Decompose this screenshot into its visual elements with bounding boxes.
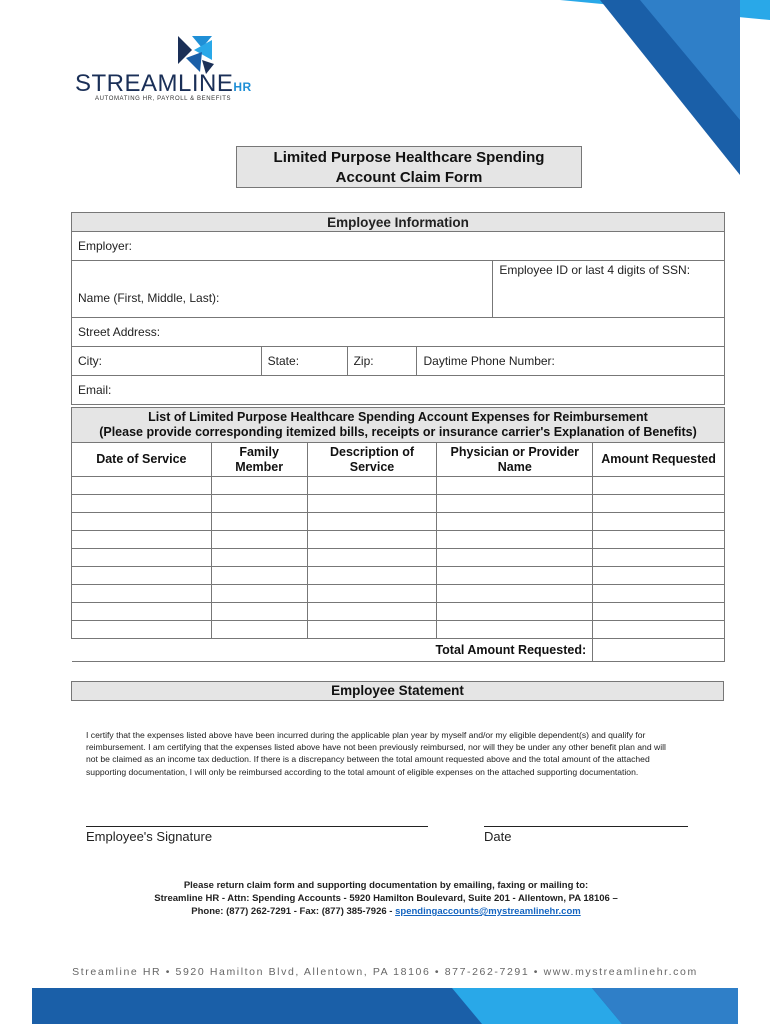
expense-cell-provider[interactable] [437, 531, 593, 549]
expense-cell-provider[interactable] [437, 567, 593, 585]
expense-row [72, 549, 725, 567]
statement-text: I certify that the expenses listed above have been incurred during the applicable plan year by myself and/or my eligible dependent(s) and qualify for reimbursement. I am certifying that the expenses listed above have not been previously reimbursed, nor will they be under any other benefit plan and will not be claimed as an income tax deduction. If there is a discrepancy between the total amount requested above and the total amount of the attached supporting documentation, I will only be reimbursed according to the total amount of eligible expenses on the attached supporting documentation. [86, 730, 666, 777]
name-field[interactable]: Name (First, Middle, Last): [72, 261, 493, 318]
expense-cell-description[interactable] [307, 567, 437, 585]
date-line[interactable] [484, 826, 688, 827]
expense-cell-provider[interactable] [437, 585, 593, 603]
employee-id-field[interactable]: Employee ID or last 4 digits of SSN: [493, 261, 725, 318]
column-header-provider: Physician or Provider Name [437, 443, 593, 477]
expense-cell-date[interactable] [72, 549, 212, 567]
logo-suffix: HR [233, 80, 252, 94]
date-label: Date [484, 829, 512, 844]
expense-cell-amount[interactable] [593, 531, 725, 549]
expense-cell-description[interactable] [307, 531, 437, 549]
expense-row [72, 495, 725, 513]
column-header-date: Date of Service [72, 443, 212, 477]
expense-cell-family-member[interactable] [211, 513, 307, 531]
total-amount-label: Total Amount Requested: [72, 639, 593, 662]
employer-field[interactable]: Employer: [72, 232, 725, 261]
email-field[interactable]: Email: [72, 376, 725, 405]
return-contact: Phone: (877) 262-7291 - Fax: (877) 385-7926 - [191, 906, 396, 917]
expense-cell-date[interactable] [72, 603, 212, 621]
return-line3 [86, 905, 686, 918]
expense-cell-date[interactable] [72, 495, 212, 513]
form-title-line2: Account Claim Form [335, 169, 483, 186]
logo-tagline: AUTOMATING HR, PAYROLL & BENEFITS [95, 96, 232, 102]
expense-row [72, 513, 725, 531]
expense-cell-family-member[interactable] [211, 585, 307, 603]
expense-cell-provider[interactable] [437, 477, 593, 495]
expense-row [72, 621, 725, 639]
signature-line[interactable] [86, 826, 428, 827]
expense-row [72, 585, 725, 603]
return-line2: Streamline HR - Attn: Spending Accounts - 5920 Hamilton Boulevard, Suite 201 - Allentown, PA 18106 – [154, 893, 618, 904]
expense-cell-amount[interactable] [593, 585, 725, 603]
expense-heading [72, 408, 725, 443]
footer-bar [32, 988, 738, 1024]
expense-cell-family-member[interactable] [211, 621, 307, 639]
expense-row [72, 477, 725, 495]
state-field[interactable]: State: [261, 347, 347, 376]
street-address-field[interactable]: Street Address: [72, 318, 725, 347]
column-header-amount: Amount Requested [593, 443, 725, 477]
employee-info-heading: Employee Information [72, 213, 725, 232]
expense-cell-family-member[interactable] [211, 531, 307, 549]
expense-cell-description[interactable] [307, 477, 437, 495]
total-amount-field[interactable] [593, 639, 725, 662]
expense-row [72, 531, 725, 549]
expense-cell-provider[interactable] [437, 513, 593, 531]
expense-cell-family-member[interactable] [211, 495, 307, 513]
column-header-family-member: Family Member [211, 443, 307, 477]
expense-cell-amount[interactable] [593, 477, 725, 495]
expense-cell-family-member[interactable] [211, 477, 307, 495]
expense-cell-description[interactable] [307, 495, 437, 513]
expense-cell-provider[interactable] [437, 621, 593, 639]
column-header-description: Description of Service [307, 443, 437, 477]
expense-cell-date[interactable] [72, 513, 212, 531]
expense-cell-description[interactable] [307, 513, 437, 531]
employee-info-table [71, 212, 725, 405]
footer-address: Streamline HR • 5920 Hamilton Blvd, Allentown, PA 18106 • 877-262-7291 • www.mystreamlinehr.com [72, 966, 698, 978]
expense-heading-line1: List of Limited Purpose Healthcare Spending Account Expenses for Reimbursement [148, 410, 648, 424]
form-title [236, 146, 582, 188]
expense-cell-amount[interactable] [593, 495, 725, 513]
return-instructions [86, 879, 686, 918]
expense-cell-date[interactable] [72, 531, 212, 549]
signature-label: Employee's Signature [86, 829, 213, 844]
logo-wordmark [75, 70, 252, 98]
expense-cell-date[interactable] [72, 621, 212, 639]
statement-heading: Employee Statement [71, 681, 724, 701]
expense-cell-amount[interactable] [593, 621, 725, 639]
email-link[interactable]: spendingaccounts@mystreamlinehr.com [395, 906, 581, 917]
expense-cell-provider[interactable] [437, 495, 593, 513]
expense-cell-provider[interactable] [437, 603, 593, 621]
expense-row [72, 567, 725, 585]
expense-cell-amount[interactable] [593, 567, 725, 585]
expense-cell-description[interactable] [307, 603, 437, 621]
expense-heading-line2: (Please provide corresponding itemized bills, receipts or insurance carrier's Explanation of Benefits) [99, 425, 697, 439]
zip-field[interactable]: Zip: [347, 347, 417, 376]
form-title-line1: Limited Purpose Healthcare Spending [273, 149, 545, 166]
expense-cell-date[interactable] [72, 477, 212, 495]
expense-cell-family-member[interactable] [211, 603, 307, 621]
logo-name: STREAMLINE [75, 70, 234, 97]
expense-cell-description[interactable] [307, 549, 437, 567]
expense-row [72, 603, 725, 621]
expense-cell-amount[interactable] [593, 549, 725, 567]
expense-cell-description[interactable] [307, 585, 437, 603]
expense-cell-provider[interactable] [437, 549, 593, 567]
phone-field[interactable]: Daytime Phone Number: [417, 347, 725, 376]
expense-cell-description[interactable] [307, 621, 437, 639]
expense-cell-date[interactable] [72, 567, 212, 585]
expense-cell-family-member[interactable] [211, 567, 307, 585]
return-line1: Please return claim form and supporting documentation by emailing, faxing or mailing to: [183, 880, 589, 891]
expense-cell-date[interactable] [72, 585, 212, 603]
expense-cell-amount[interactable] [593, 513, 725, 531]
city-field[interactable]: City: [72, 347, 262, 376]
expense-cell-amount[interactable] [593, 603, 725, 621]
expense-cell-family-member[interactable] [211, 549, 307, 567]
expense-table [71, 407, 725, 662]
